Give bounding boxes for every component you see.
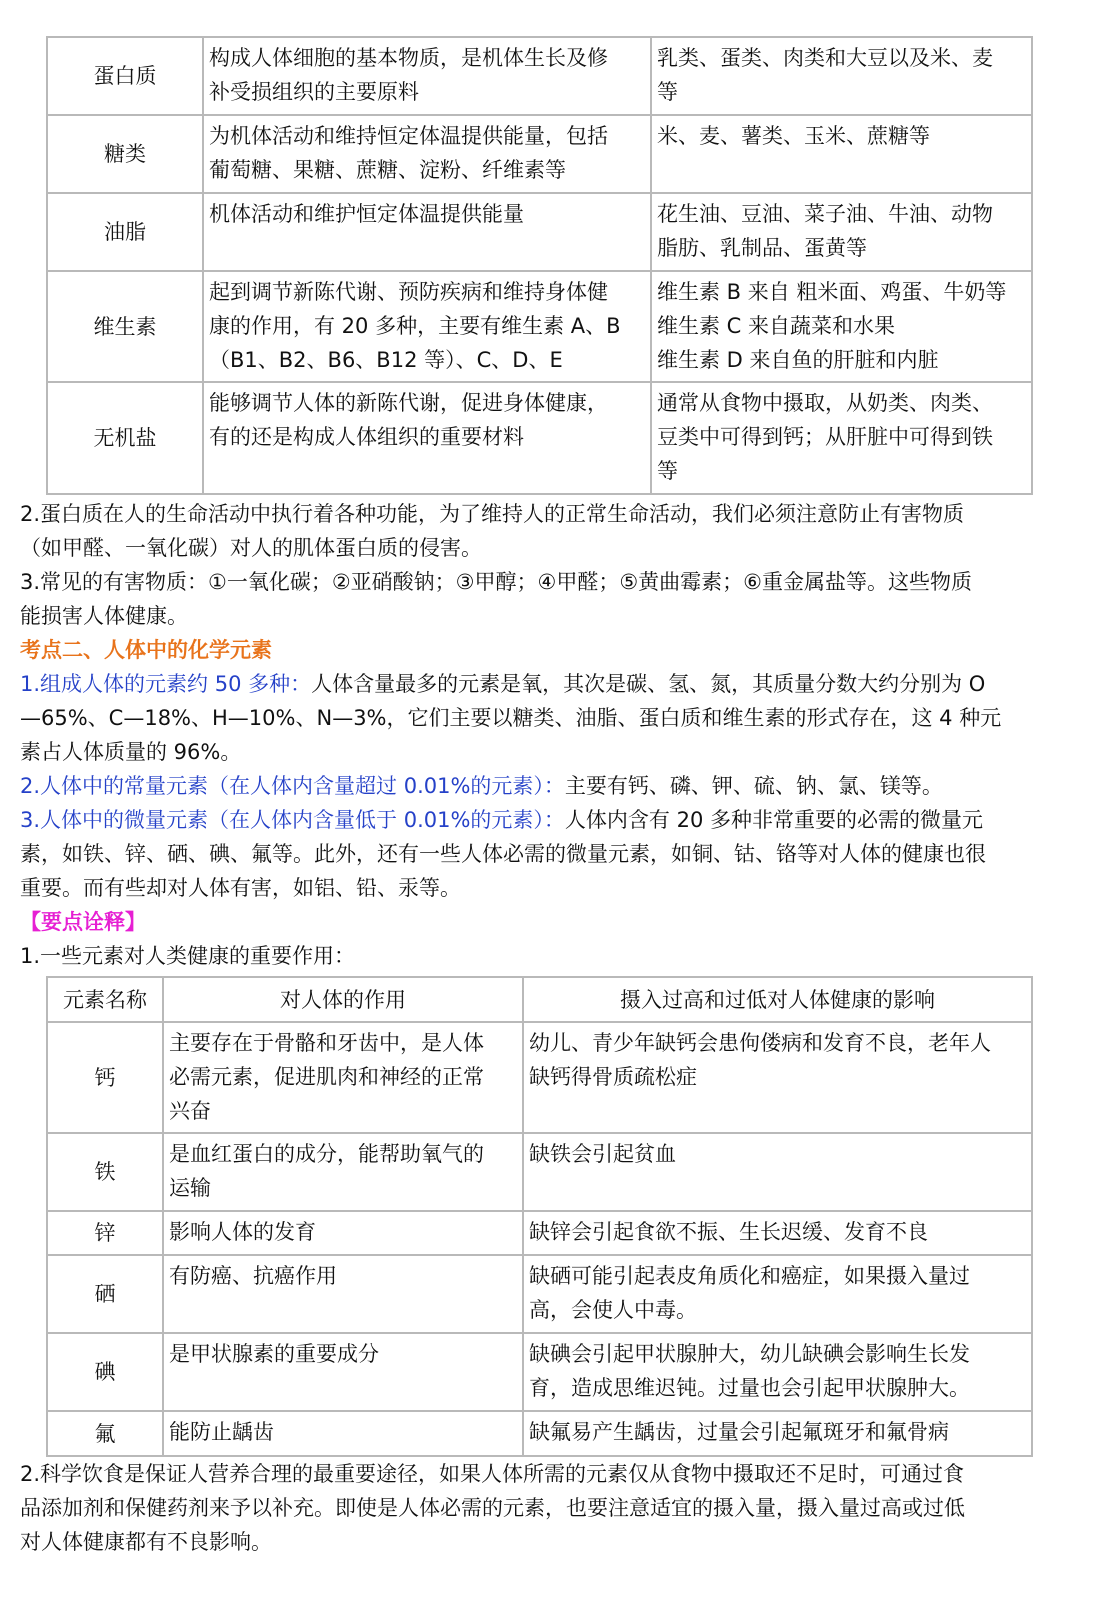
- nutrient-function: 起到调节新陈代谢、预防疾病和维持身体健 康的作用，有 20 多种，主要有维生素 A、B （B1、B2、B6、B12 等）、C、D、E: [203, 271, 651, 382]
- nutrient-name: 维生素: [47, 271, 203, 382]
- element-effect: 缺锌会引起食欲不振、生长迟缓、发育不良: [523, 1211, 1032, 1255]
- element-effect: 缺氟易产生龋齿，过量会引起氟斑牙和氟骨病: [523, 1411, 1032, 1456]
- key-points-heading: 【要点诠释】: [20, 910, 146, 934]
- nutrient-source: 花生油、豆油、菜子油、牛油、动物 脂肪、乳制品、蛋黄等: [651, 193, 1032, 271]
- table-row: [47, 1333, 1032, 1411]
- element-role: 主要存在于骨骼和牙齿中，是人体 必需元素，促进肌肉和神经的正常 兴奋: [163, 1022, 523, 1133]
- table-row: [47, 1211, 1032, 1255]
- element-role: 是甲状腺素的重要成分: [163, 1333, 523, 1411]
- nutrients-table: [46, 36, 1033, 495]
- trace-elements-label: 3.人体中的微量元素（在人体内含量低于 0.01%的元素）：: [20, 808, 565, 832]
- nutrient-source: 通常从食物中摄取，从奶类、肉类、 豆类中可得到钙；从肝脏中可得到铁 等: [651, 382, 1032, 494]
- paragraph-element-composition: 1.组成人体的元素约 50 多种：人体含量最多的元素是氧，其次是碳、氢、氮，其质量分数大约分别为 O —65%、C—18%、H—10%、N—3%，它们主要以糖类、油脂、蛋白质和维生素的形式存在，这 4 种元 素占人体质量的 96%。: [20, 672, 1002, 764]
- element-role: 影响人体的发育: [163, 1211, 523, 1255]
- element-name: 锌: [47, 1211, 163, 1255]
- element-effect: 缺碘会引起甲状腺肿大，幼儿缺碘会影响生长发 育，造成思维迟钝。过量也会引起甲状腺肿大。: [523, 1333, 1032, 1411]
- element-role: 能防止龋齿: [163, 1411, 523, 1456]
- element-effect: 缺铁会引起贫血: [523, 1133, 1032, 1211]
- header-effect: 摄入过高和过低对人体健康的影响: [523, 977, 1032, 1022]
- table-row: [47, 115, 1032, 193]
- table-row: [47, 271, 1032, 382]
- section-heading: 考点二、人体中的化学元素: [20, 638, 272, 662]
- nutrient-function: 为机体活动和维持恒定体温提供能量，包括 葡萄糖、果糖、蔗糖、淀粉、纤维素等: [203, 115, 651, 193]
- table-row: [47, 382, 1032, 494]
- element-name: 氟: [47, 1411, 163, 1456]
- nutrient-function: 构成人体细胞的基本物质，是机体生长及修 补受损组织的主要原料: [203, 37, 651, 115]
- element-name: 钙: [47, 1022, 163, 1133]
- paragraph-trace-elements: 3.人体中的微量元素（在人体内含量低于 0.01%的元素）：人体内含有 20 多种非常重要的必需的微量元 素，如铁、锌、硒、碘、氟等。此外，还有一些人体必需的微量元素，如铜、钴、铬等对人体的健康也很 重要。而有些却对人体有害，如铝、铅、汞等。: [20, 808, 986, 900]
- nutrient-function: 机体活动和维护恒定体温提供能量: [203, 193, 651, 271]
- table-row: [47, 1133, 1032, 1211]
- nutrient-name: 蛋白质: [47, 37, 203, 115]
- element-name: 硒: [47, 1255, 163, 1333]
- element-role: 是血红蛋白的成分，能帮助氧气的 运输: [163, 1133, 523, 1211]
- table-row: [47, 1411, 1032, 1456]
- element-name: 碘: [47, 1333, 163, 1411]
- table-row: [47, 37, 1032, 115]
- nutrient-name: 糖类: [47, 115, 203, 193]
- table-row: [47, 1255, 1032, 1333]
- nutrient-source: 乳类、蛋类、肉类和大豆以及米、麦 等: [651, 37, 1032, 115]
- table-row: [47, 193, 1032, 271]
- paragraph-protein-function: 2.蛋白质在人的生命活动中执行着各种功能，为了维持人的正常生命活动，我们必须注意防止有害物质 （如甲醛、一氧化碳）对人的肌体蛋白质的侵害。: [20, 502, 965, 560]
- elements-table: [46, 976, 1033, 1457]
- element-role: 有防癌、抗癌作用: [163, 1255, 523, 1333]
- table-header-row: [47, 977, 1032, 1022]
- table-row: [47, 1022, 1032, 1133]
- element-effect: 缺硒可能引起表皮角质化和癌症，如果摄入量过 高，会使人中毒。: [523, 1255, 1032, 1333]
- paragraph-scientific-diet: 2.科学饮食是保证人营养合理的最重要途径，如果人体所需的元素仅从食物中摄取还不足时，可通过食 品添加剂和保健药剂来予以补充。即使是人体必需的元素，也要注意适宜的摄入量，摄入量过高或过低 对人体健康都有不良影响。: [20, 1462, 965, 1554]
- nutrient-name: 油脂: [47, 193, 203, 271]
- nutrient-function: 能够调节人体的新陈代谢，促进身体健康， 有的还是构成人体组织的重要材料: [203, 382, 651, 494]
- nutrient-source: 米、麦、薯类、玉米、蔗糖等: [651, 115, 1032, 193]
- paragraph-harmful-substances: 3.常见的有害物质：①一氧化碳；②亚硝酸钠；③甲醇；④甲醛；⑤黄曲霉素；⑥重金属盐等。这些物质 能损害人体健康。: [20, 570, 972, 628]
- element-effect: 幼儿、青少年缺钙会患佝偻病和发育不良，老年人 缺钙得骨质疏松症: [523, 1022, 1032, 1133]
- element-name: 铁: [47, 1133, 163, 1211]
- paragraph-macro-elements: 2.人体中的常量元素（在人体内含量超过 0.01%的元素）：主要有钙、磷、钾、硫、钠、氯、镁等。: [20, 774, 943, 798]
- macro-elements-label: 2.人体中的常量元素（在人体内含量超过 0.01%的元素）：: [20, 774, 565, 798]
- element-composition-label: 1.组成人体的元素约 50 多种：: [20, 672, 312, 696]
- nutrient-name: 无机盐: [47, 382, 203, 494]
- header-element-name: 元素名称: [47, 977, 163, 1022]
- header-role: 对人体的作用: [163, 977, 523, 1022]
- paragraph-element-roles-intro: 1.一些元素对人类健康的重要作用：: [20, 944, 356, 968]
- nutrient-source: 维生素 B 来自 粗米面、鸡蛋、牛奶等 维生素 C 来自蔬菜和水果 维生素 D 来自鱼的肝脏和内脏: [651, 271, 1032, 382]
